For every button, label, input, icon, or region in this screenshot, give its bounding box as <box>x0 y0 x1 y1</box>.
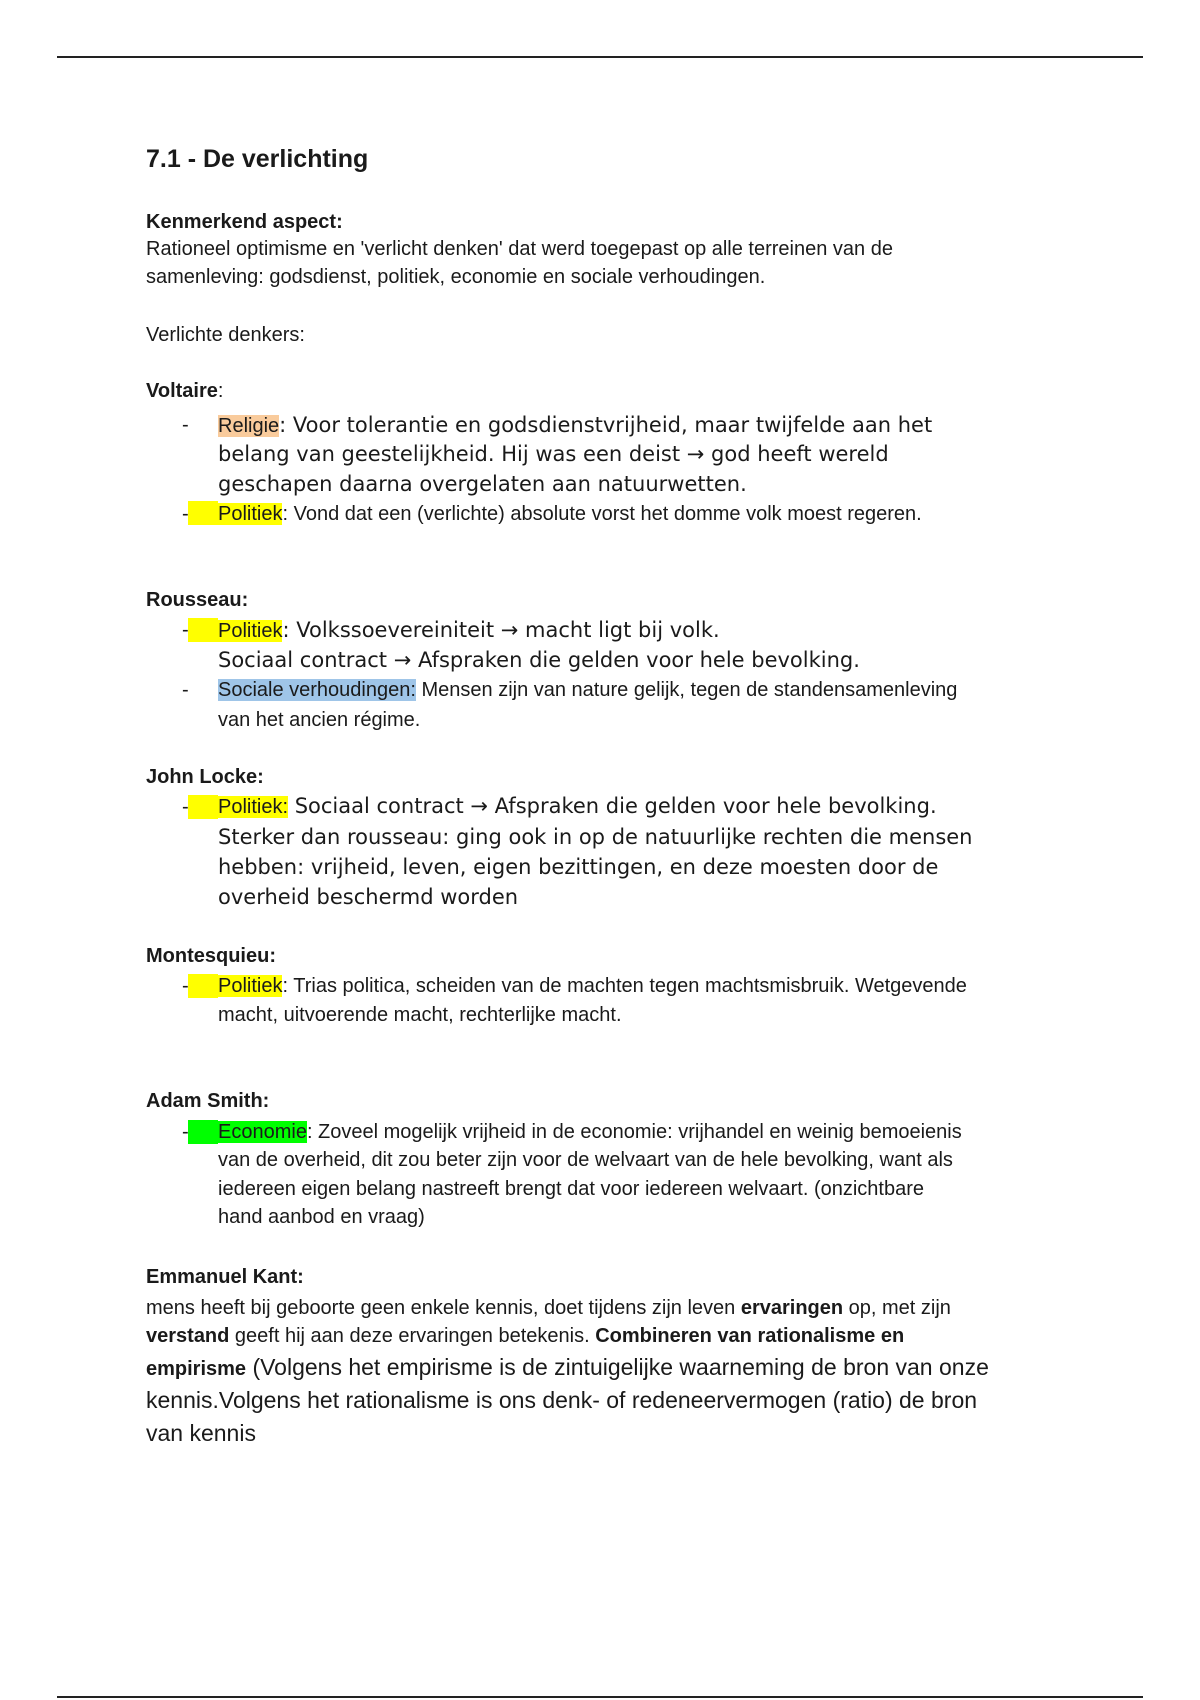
rousseau-politiek-line-2: Sociaal contract → Afspraken die gelden voor hele bevolking. <box>218 648 860 672</box>
locke-line-4: overheid beschermd worden <box>218 885 519 909</box>
politiek-tag: Politiek <box>218 620 283 642</box>
bottom-rule <box>57 1696 1143 1698</box>
kant-line-1 <box>146 1294 951 1322</box>
bullet-dash: - <box>182 679 189 701</box>
top-rule <box>57 56 1143 58</box>
kant-line-4: kennis.Volgens het rationalisme is ons denk- of redeneervermogen (ratio) de bron <box>146 1387 978 1413</box>
kant-name: Emmanuel Kant: <box>146 1266 304 1288</box>
page-title: 7.1 - De verlichting <box>146 145 369 173</box>
montesquieu-name: Montesquieu: <box>146 945 276 967</box>
kant-line-5: van kennis <box>146 1420 256 1446</box>
rousseau-politiek-text: : Volkssoevereiniteit → macht ligt bij volk. <box>282 618 720 642</box>
locke-name: John Locke: <box>146 766 264 788</box>
voltaire-religie-line-3: geschapen daarna overgelaten aan natuurwetten. <box>218 472 747 496</box>
kant-text: mens heeft bij geboorte geen enkele kennis, doet tijdens zijn leven <box>146 1297 741 1319</box>
voltaire-politiek-line <box>218 500 922 528</box>
bullet-dash: - <box>182 796 189 818</box>
kant-bold: verstand <box>146 1325 230 1347</box>
kenmerkend-line-1: Rationeel optimisme en 'verlicht denken' dat werd toegepast op alle terreinen van de <box>146 238 893 260</box>
voltaire-name: Voltaire <box>146 380 218 402</box>
bullet-dash: - <box>182 1121 189 1143</box>
bullet-dash: - <box>182 619 189 641</box>
kenmerkend-label: Kenmerkend aspect: <box>146 211 343 233</box>
rousseau-sociaal-line-1 <box>218 676 957 704</box>
bullet-dash: - <box>182 414 189 436</box>
rousseau-politiek-line-1 <box>218 615 720 646</box>
smith-line-3: iedereen eigen belang nastreeft brengt dat voor iedereen welvaart. (onzichtbare <box>218 1178 925 1200</box>
rousseau-name: Rousseau: <box>146 589 249 611</box>
kant-bold: empirisme <box>146 1358 247 1380</box>
bullet-dash: - <box>182 975 189 997</box>
locke-politiek-text: Sociaal contract → Afspraken die gelden voor hele bevolking. <box>288 794 937 818</box>
rousseau-sociaal-line-2: van het ancien régime. <box>218 709 421 731</box>
religie-tag: Religie <box>218 415 280 437</box>
kant-text: geeft hij aan deze ervaringen betekenis. <box>229 1325 596 1347</box>
bullet-dash: - <box>182 503 189 525</box>
locke-line-3: hebben: vrijheid, leven, eigen bezittingen, en deze moesten door de <box>218 855 939 879</box>
montesquieu-politiek-text: : Trias politica, scheiden van de machten tegen machtsmisbruik. Wetgevende <box>282 975 967 997</box>
kant-text: (Volgens het empirisme is de zintuigelijke waarneming de bron van onze <box>246 1354 989 1380</box>
voltaire-religie-line-1 <box>218 410 932 441</box>
voltaire-politiek-text: : Vond dat een (verlichte) absolute vorst het domme volk moest regeren. <box>282 503 922 525</box>
voltaire-heading <box>146 377 223 405</box>
economie-tag: Economie <box>218 1121 307 1143</box>
politiek-tag: Politiek: <box>218 796 289 818</box>
smith-name: Adam Smith: <box>146 1090 270 1112</box>
kenmerkend-line-2: samenleving: godsdienst, politiek, economie en sociale verhoudingen. <box>146 266 766 288</box>
kant-bold: Combineren van rationalisme en <box>595 1325 905 1347</box>
highlight-pad <box>188 618 218 642</box>
politiek-tag: Politiek <box>218 975 283 997</box>
smith-line-2: van de overheid, dit zou beter zijn voor de welvaart van de hele bevolking, want als <box>218 1149 953 1171</box>
smith-economie-text: : Zoveel mogelijk vrijheid in de economie: vrijhandel en weinig bemoeienis <box>306 1121 962 1143</box>
montesquieu-line-2: macht, uitvoerende macht, rechterlijke macht. <box>218 1004 622 1026</box>
kant-text: op, met zijn <box>843 1297 951 1319</box>
voltaire-religie-text: : Voor tolerantie en godsdienstvrijheid, maar twijfelde aan het <box>279 413 933 437</box>
rousseau-sociaal-text: Mensen zijn van nature gelijk, tegen de standensamenleving <box>415 679 958 701</box>
kant-line-2 <box>146 1322 904 1350</box>
voltaire-colon: : <box>217 380 224 402</box>
highlight-pad <box>188 974 218 998</box>
highlight-pad <box>188 795 218 819</box>
highlight-pad <box>188 1120 218 1144</box>
smith-economie-line-1 <box>218 1118 962 1146</box>
locke-politiek-line-1 <box>218 791 937 822</box>
locke-line-2: Sterker dan rousseau: ging ook in op de natuurlijke rechten die mensen <box>218 825 973 849</box>
kant-bold: ervaringen <box>740 1297 844 1319</box>
politiek-tag: Politiek <box>218 503 283 525</box>
sociale-verhoudingen-tag: Sociale verhoudingen: <box>218 679 416 701</box>
highlight-pad <box>188 501 218 525</box>
smith-line-4: hand aanbod en vraag) <box>218 1206 425 1228</box>
montesquieu-politiek-line-1 <box>218 972 967 1000</box>
voltaire-religie-line-2: belang van geestelijkheid. Hij was een deist → god heeft wereld <box>218 442 889 466</box>
kant-line-3 <box>146 1351 989 1386</box>
denkers-label: Verlichte denkers: <box>146 324 305 346</box>
